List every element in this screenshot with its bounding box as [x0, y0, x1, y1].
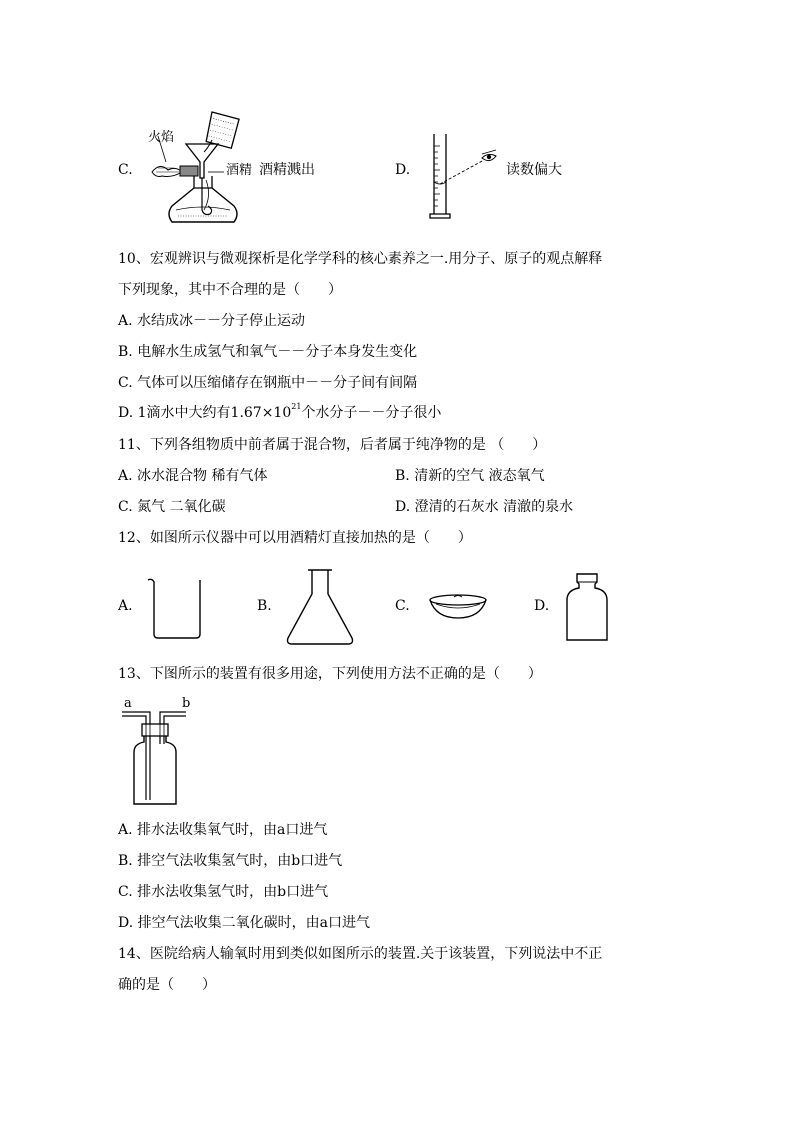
q11-option-d: D. 澄清的石灰水 清澈的泉水 — [395, 499, 574, 515]
q12-label-a: A. — [118, 598, 133, 614]
q14-stem-line2: 确的是（ ） — [118, 977, 216, 993]
q9-option-d-caption: 读数偏大 — [506, 162, 562, 178]
conical-flask-icon — [284, 568, 356, 646]
q13-option-b: B. 排空气法收集氢气时，由b口进气 — [118, 853, 343, 869]
alcohol-label: 酒精 — [226, 163, 253, 178]
reagent-bottle-icon — [563, 572, 611, 644]
q10-option-d — [118, 403, 441, 423]
q10-option-c: C. 气体可以压缩储存在钢瓶中－－分子间有间隔 — [118, 375, 418, 391]
tube-a-label: a — [124, 696, 132, 711]
q11-option-a: A. 冰水混合物 稀有气体 — [118, 468, 268, 484]
q13-stem: 13、下图所示的装置有很多用途，下列使用方法不正确的是（ ） — [118, 666, 542, 682]
q9-option-d-label: D. — [395, 162, 411, 178]
q9-option-c-caption: 酒精溅出 — [259, 162, 315, 178]
q10-option-b: B. 电解水生成氢气和氧气－－分子本身发生变化 — [118, 344, 418, 360]
tube-b-label: b — [182, 696, 191, 711]
q14-stem-line1: 14、医院给病人输氧时用到类似如图所示的装置.关于该装置，下列说法中不正 — [118, 946, 603, 962]
q10-option-d-pre: D. 1滴水中大约有1.67×10 — [118, 405, 292, 421]
q12-label-b: B. — [257, 598, 272, 614]
q13-option-d: D. 排空气法收集二氧化碳时，由a口进气 — [118, 915, 370, 931]
q10-stem-line2: 下列现象，其中不合理的是（ ） — [118, 282, 342, 298]
graduated-cylinder-figure — [426, 132, 506, 222]
q10-option-a: A. 水结成冰－－分子停止运动 — [118, 313, 306, 329]
gas-washing-bottle-figure — [120, 708, 190, 808]
q13-option-a: A. 排水法收集氧气时，由a口进气 — [118, 822, 328, 838]
q10-option-d-post: 个水分子－－分子很小 — [301, 405, 442, 421]
q10-option-d-exponent: 21 — [291, 402, 302, 411]
q12-stem: 12、如图所示仪器中可以用酒精灯直接加热的是（ ） — [118, 530, 472, 546]
q11-option-c: C. 氮气 二氧化碳 — [118, 499, 226, 515]
flame-label: 火焰 — [148, 130, 175, 145]
q12-label-d: D. — [534, 598, 550, 614]
q11-option-b: B. 清新的空气 液态氧气 — [395, 468, 545, 484]
q12-label-c: C. — [395, 598, 410, 614]
q9-option-c-label: C. — [118, 162, 133, 178]
q13-option-c: C. 排水法收集氢气时，由b口进气 — [118, 884, 329, 900]
q11-stem: 11、下列各组物质中前者属于混合物，后者属于纯净物的是 （ ） — [118, 437, 547, 453]
beaker-icon — [146, 576, 206, 640]
evaporating-dish-icon — [428, 594, 488, 620]
q10-stem-line1: 10、宏观辨识与微观探析是化学学科的核心素养之一.用分子、原子的观点解释 — [118, 251, 603, 267]
